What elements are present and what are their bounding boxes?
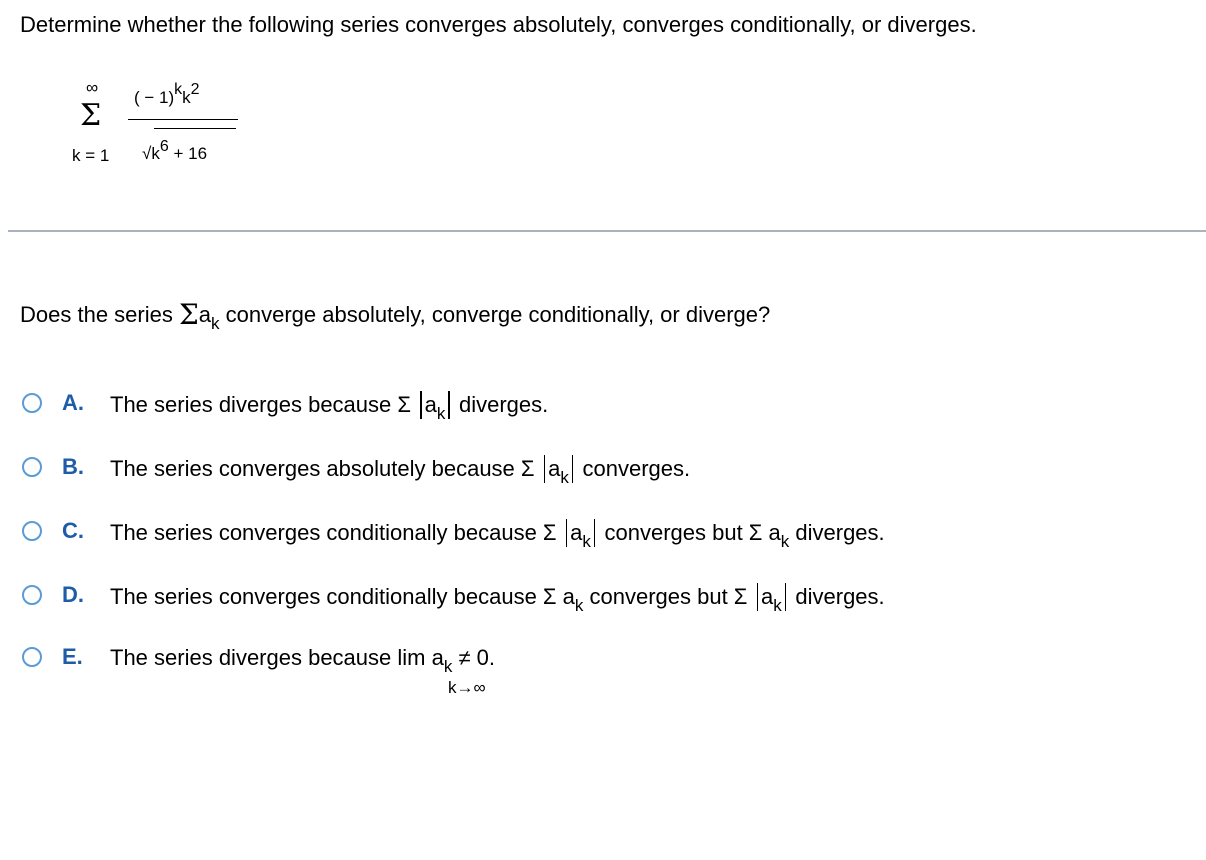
numerator-base: ( − 1) <box>134 88 175 107</box>
option-text-part: The series diverges because Σ <box>110 392 418 417</box>
abs-bar-right <box>448 391 450 419</box>
option-a-symbol: a <box>548 456 561 481</box>
option-text[interactable] <box>110 645 495 676</box>
abs-bar-left <box>757 583 759 611</box>
option-a-symbol: a <box>761 584 774 609</box>
option-text-part: diverges. <box>789 520 885 545</box>
denominator-exponent: 6 <box>159 138 169 155</box>
series-upper-limit: ∞ <box>86 78 99 97</box>
option-subscript: k <box>582 532 591 551</box>
radical-sign: √ <box>142 144 152 163</box>
option-subscript: k <box>780 532 790 551</box>
option-text-part: The series converges absolutely because Σ <box>110 456 541 481</box>
radio-option-e[interactable] <box>22 647 42 667</box>
option-text-part: The series diverges because lim <box>110 645 432 670</box>
option-subscript: k <box>574 596 584 615</box>
subquestion-subscript: k <box>211 314 220 333</box>
option-text-part: converges but Σ <box>583 584 754 609</box>
subquestion-prefix: Does the series <box>20 302 179 327</box>
option-text-part: The series converges conditionally because Σ <box>110 584 563 609</box>
series-lower-limit: k = 1 <box>72 146 110 165</box>
series-denominator <box>142 138 208 164</box>
radio-option-c[interactable] <box>22 521 42 541</box>
abs-bar-left <box>544 455 546 483</box>
option-text-part: ≠ 0. <box>452 645 495 670</box>
radio-option-d[interactable] <box>22 585 42 605</box>
option-text-part: converges. <box>576 456 691 481</box>
fraction-bar <box>128 119 238 120</box>
option-text-part: diverges. <box>452 392 549 417</box>
option-a-symbol: a <box>431 645 444 670</box>
option-letter: E. <box>62 644 83 669</box>
option-text-part: diverges. <box>789 584 885 609</box>
option-text[interactable] <box>110 455 691 487</box>
limit-subscript: k→∞ <box>448 678 486 697</box>
radical-overline <box>154 128 236 129</box>
option-letter: A. <box>62 390 84 415</box>
option-a-symbol: a <box>424 392 437 417</box>
abs-bar-right <box>594 519 596 547</box>
question-prompt: Determine whether the following series converges absolutely, converges conditionally, or diverges. <box>20 12 977 37</box>
subquestion-a: a <box>198 302 212 327</box>
option-subscript: k <box>773 596 782 615</box>
option-text-part: The series converges conditionally because Σ <box>110 520 563 545</box>
abs-bar-left <box>420 391 422 419</box>
option-text-part: converges but Σ <box>598 520 769 545</box>
radio-option-b[interactable] <box>22 457 42 477</box>
radio-option-a[interactable] <box>22 393 42 413</box>
numerator-k: k <box>182 88 191 107</box>
abs-bar-left <box>566 519 568 547</box>
option-text[interactable] <box>110 391 549 423</box>
denominator-constant: + 16 <box>168 144 208 163</box>
option-subscript: k <box>560 468 569 487</box>
option-letter: B. <box>62 454 84 479</box>
option-text[interactable] <box>110 583 885 615</box>
option-a-symbol: a <box>570 520 583 545</box>
subquestion-text <box>20 298 770 331</box>
subquestion-sigma: Σ <box>178 298 199 331</box>
series-sigma: Σ <box>80 98 102 133</box>
numerator-exponent-2: 2 <box>190 81 200 98</box>
option-subscript: k <box>436 404 446 423</box>
option-a-symbol: a <box>562 584 575 609</box>
option-text[interactable] <box>110 519 885 551</box>
abs-bar-right <box>572 455 574 483</box>
subquestion-suffix: converge absolutely, converge conditionally, or diverge? <box>219 302 771 327</box>
option-letter: D. <box>62 582 84 607</box>
series-numerator <box>134 81 200 108</box>
abs-bar-right <box>785 583 787 611</box>
option-letter: C. <box>62 518 84 543</box>
section-divider <box>8 230 1206 232</box>
option-subscript: k <box>443 657 453 676</box>
option-a-symbol: a <box>768 520 781 545</box>
numerator-exponent-k: k <box>174 81 183 98</box>
denominator-k: k <box>151 144 160 163</box>
